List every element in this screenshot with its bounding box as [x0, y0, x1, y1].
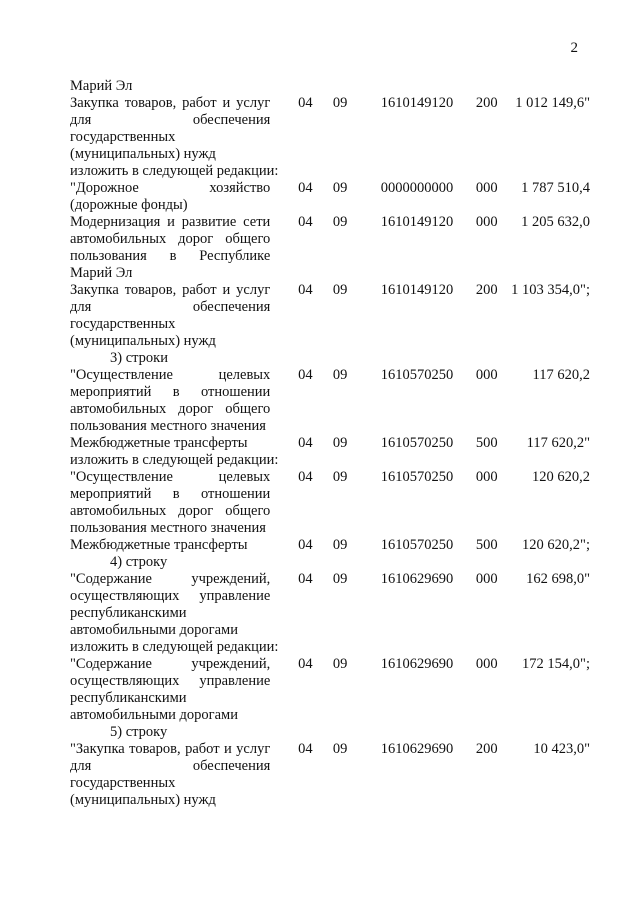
- description-line: республиканскими: [70, 690, 187, 706]
- row-description: [70, 95, 270, 163]
- section-code: 04: [298, 282, 313, 298]
- target-article-code: 1610149120: [380, 214, 454, 230]
- expense-type-code: 000: [475, 214, 498, 230]
- amount-value: 117 620,2: [532, 367, 590, 383]
- description-line: пользования в Республике: [70, 248, 271, 264]
- item-heading: 5) строку: [110, 724, 168, 740]
- item-heading: 4) строку: [110, 554, 168, 570]
- description-line: для обеспечения: [70, 112, 271, 128]
- description-line: Закупка товаров, работ и услуг: [70, 282, 271, 298]
- subsection-code: 09: [332, 656, 348, 672]
- subsection-code: 09: [332, 469, 348, 485]
- expense-type-code: 200: [475, 741, 498, 757]
- table-row: [70, 469, 590, 537]
- amount-value: 117 620,2": [526, 435, 590, 451]
- description-line: Закупка товаров, работ и услуг: [70, 95, 271, 111]
- description-line: автомобильных дорог общего: [70, 401, 271, 417]
- description-line: "Закупка товаров, работ и услуг: [70, 741, 271, 757]
- subsection-code: 09: [332, 571, 348, 587]
- table-row: [70, 537, 590, 554]
- target-article-code: 0000000000: [380, 180, 454, 196]
- row-description: [70, 435, 270, 452]
- description-line: государственных: [70, 316, 176, 332]
- table-row: [70, 367, 590, 435]
- description-line: "Дорожное хозяйство: [70, 180, 271, 196]
- amount-value: 172 154,0";: [522, 656, 590, 672]
- document-body: [70, 78, 590, 809]
- instruction-line: изложить в следующей редакции:: [70, 639, 279, 655]
- target-article-code: 1610629690: [380, 741, 454, 757]
- section-code: 04: [298, 367, 313, 383]
- section-code: 04: [298, 435, 313, 451]
- description-line: для обеспечения: [70, 299, 271, 315]
- item-heading: 3) строки: [110, 350, 168, 366]
- description-line: пользования местного значения: [70, 520, 266, 536]
- section-code: 04: [298, 537, 313, 553]
- amount-value: 120 620,2: [532, 469, 590, 485]
- amount-value: 1 012 149,6": [515, 95, 590, 111]
- subsection-code: 09: [332, 180, 348, 196]
- description-line: государственных: [70, 129, 176, 145]
- row-description: [70, 537, 270, 554]
- target-article-code: 1610149120: [380, 95, 454, 111]
- row-description: [70, 469, 270, 537]
- page-number: 2: [570, 40, 578, 56]
- description-line: автомобильных дорог общего: [70, 231, 271, 247]
- description-line: для обеспечения: [70, 758, 271, 774]
- table-row: [70, 282, 590, 350]
- description-line: (муниципальных) нужд: [70, 792, 216, 808]
- table-row: [70, 741, 590, 809]
- table-row: [70, 180, 590, 214]
- amount-value: 1 103 354,0";: [511, 282, 590, 298]
- description-line: мероприятий в отношении: [70, 486, 271, 502]
- expense-type-code: 200: [475, 282, 498, 298]
- subsection-code: 09: [332, 435, 348, 451]
- row-description: [70, 214, 270, 282]
- row-description: [70, 741, 270, 809]
- expense-type-code: 000: [475, 469, 498, 485]
- subsection-code: 09: [332, 741, 348, 757]
- amount-value: 1 787 510,4: [521, 180, 590, 196]
- description-line: (муниципальных) нужд: [70, 333, 216, 349]
- table-row: [70, 656, 590, 724]
- expense-type-code: 000: [475, 571, 498, 587]
- description-line: (дорожные фонды): [70, 197, 188, 213]
- description-line: государственных: [70, 775, 176, 791]
- target-article-code: 1610149120: [380, 282, 454, 298]
- row-description: [70, 180, 270, 214]
- expense-type-code: 000: [475, 367, 498, 383]
- subsection-code: 09: [332, 367, 348, 383]
- description-line: автомобильных дорог общего: [70, 503, 271, 519]
- description-line: Межбюджетные трансферты: [70, 537, 248, 553]
- subsection-code: 09: [332, 282, 348, 298]
- expense-type-code: 200: [475, 95, 498, 111]
- row-description: [70, 282, 270, 350]
- target-article-code: 1610629690: [380, 656, 454, 672]
- row-description: [70, 571, 270, 639]
- table-row: [70, 95, 590, 163]
- section-code: 04: [298, 571, 313, 587]
- description-line: "Содержание учреждений,: [70, 571, 271, 587]
- section-code: 04: [298, 95, 313, 111]
- description-line: автомобильными дорогами: [70, 622, 238, 638]
- section-code: 04: [298, 741, 313, 757]
- target-article-code: 1610570250: [380, 537, 454, 553]
- table-row: [70, 435, 590, 452]
- section-code: 04: [298, 214, 313, 230]
- table-row: [70, 571, 590, 639]
- description-line: (муниципальных) нужд: [70, 146, 216, 162]
- description-line: "Осуществление целевых: [70, 367, 271, 383]
- section-code: 04: [298, 469, 313, 485]
- description-line: Марий Эл: [70, 265, 133, 281]
- subsection-code: 09: [332, 537, 348, 553]
- expense-type-code: 000: [475, 180, 498, 196]
- instruction-line: изложить в следующей редакции:: [70, 452, 279, 468]
- description-line: Межбюджетные трансферты: [70, 435, 248, 451]
- section-code: 04: [298, 180, 313, 196]
- subsection-code: 09: [332, 95, 348, 111]
- instruction-line: изложить в следующей редакции:: [70, 163, 279, 179]
- row-description: [70, 656, 270, 724]
- amount-value: 162 698,0": [526, 571, 590, 587]
- description-line: осуществляющих управление: [70, 588, 271, 604]
- description-line: "Содержание учреждений,: [70, 656, 271, 672]
- expense-type-code: 500: [475, 435, 498, 451]
- table-row: [70, 214, 590, 282]
- description-line: Модернизация и развитие сети: [70, 214, 271, 230]
- description-line: "Осуществление целевых: [70, 469, 271, 485]
- target-article-code: 1610570250: [380, 469, 454, 485]
- instruction-line: Марий Эл: [70, 78, 133, 94]
- row-description: [70, 367, 270, 435]
- description-line: республиканскими: [70, 605, 187, 621]
- description-line: мероприятий в отношении: [70, 384, 271, 400]
- subsection-code: 09: [332, 214, 348, 230]
- section-code: 04: [298, 656, 313, 672]
- target-article-code: 1610629690: [380, 571, 454, 587]
- description-line: автомобильными дорогами: [70, 707, 238, 723]
- amount-value: 10 423,0": [533, 741, 590, 757]
- description-line: пользования местного значения: [70, 418, 266, 434]
- expense-type-code: 500: [475, 537, 498, 553]
- expense-type-code: 000: [475, 656, 498, 672]
- description-line: осуществляющих управление: [70, 673, 271, 689]
- amount-value: 1 205 632,0: [521, 214, 590, 230]
- amount-value: 120 620,2";: [522, 537, 590, 553]
- target-article-code: 1610570250: [380, 435, 454, 451]
- target-article-code: 1610570250: [380, 367, 454, 383]
